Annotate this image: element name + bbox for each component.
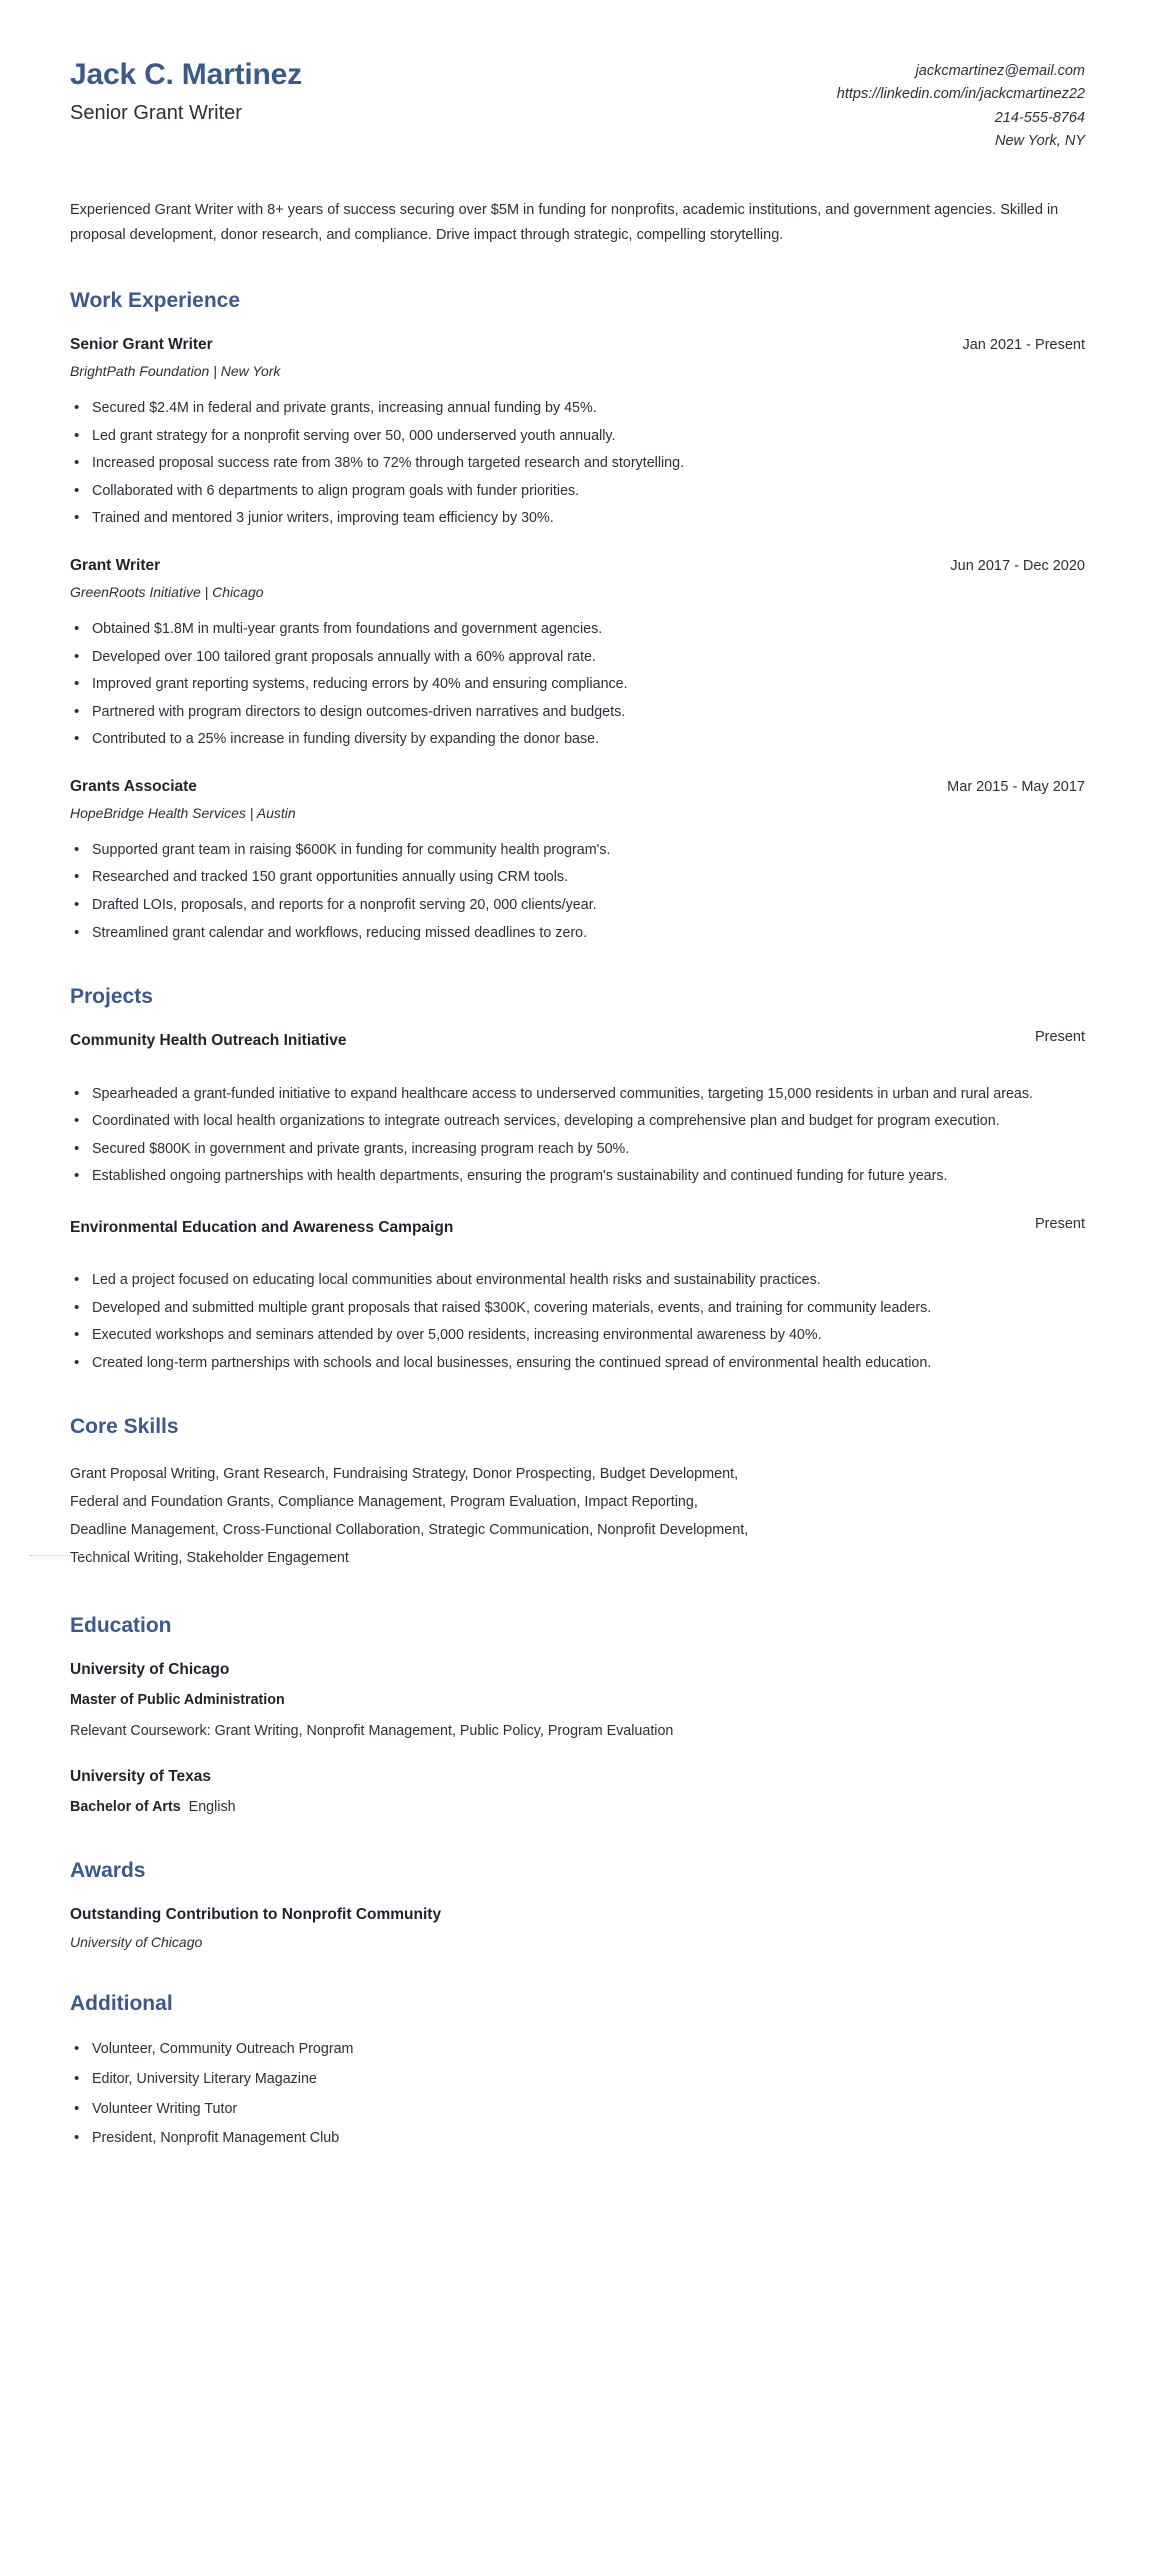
list-item: • Led grant strategy for a nonprofit serving over 50, 000 underserved youth annually. bbox=[70, 425, 1085, 448]
experience-date: Jun 2017 - Dec 2020 bbox=[950, 557, 1085, 574]
list-item: • Volunteer, Community Outreach Program bbox=[70, 2038, 1085, 2061]
list-item: • Improved grant reporting systems, reducing errors by 40% and ensuring compliance. bbox=[70, 673, 1085, 696]
education-entry bbox=[70, 1660, 1085, 1741]
experience-entry-header bbox=[70, 777, 1085, 797]
award-organization: University of Chicago bbox=[70, 1934, 203, 1951]
project-entry-header bbox=[70, 1215, 1085, 1238]
list-item: • Drafted LOIs, proposals, and reports for a nonprofit serving 20, 000 clients/year. bbox=[70, 894, 1085, 917]
experience-date: Mar 2015 - May 2017 bbox=[947, 778, 1085, 795]
education-field: English bbox=[188, 1799, 236, 1816]
education-degree-line bbox=[70, 1798, 1085, 1817]
list-item: • Volunteer Writing Tutor bbox=[70, 2098, 1085, 2121]
list-item: • Contributed to a 25% increase in funding diversity by expanding the donor base. bbox=[70, 728, 1085, 751]
list-item: • Supported grant team in raising $600K in funding for community health program's. bbox=[70, 839, 1085, 862]
list-item: • Partnered with program directors to design outcomes-driven narratives and budgets. bbox=[70, 701, 1085, 724]
experience-entry bbox=[70, 556, 1085, 751]
award-entry bbox=[70, 1905, 1085, 1951]
list-item: • Coordinated with local health organizations to integrate outreach services, developing a comprehensive plan and budget for program execution. bbox=[70, 1110, 1085, 1133]
list-item: • Developed over 100 tailored grant proposals annually with a 60% approval rate. bbox=[70, 646, 1085, 669]
list-item: • Established ongoing partnerships with health departments, ensuring the program's sustainability and continued funding for future years. bbox=[70, 1165, 1085, 1188]
candidate-job-title: Senior Grant Writer bbox=[70, 101, 242, 124]
project-entry bbox=[70, 1215, 1085, 1374]
education-entry bbox=[70, 1767, 1085, 1817]
resume-header bbox=[70, 44, 1085, 154]
section-title-awards: Awards bbox=[70, 1858, 146, 1882]
experience-date: Jan 2021 - Present bbox=[962, 337, 1085, 353]
project-name: Environmental Education and Awareness Campaign bbox=[70, 1218, 454, 1236]
list-item: • Obtained $1.8M in multi-year grants from foundations and government agencies. bbox=[70, 618, 1085, 641]
section-work-experience bbox=[70, 288, 1085, 944]
section-education bbox=[70, 1613, 1085, 1818]
education-degree-line bbox=[70, 1691, 1085, 1710]
experience-role: Grant Writer bbox=[70, 556, 161, 574]
contact-block bbox=[837, 56, 1085, 154]
core-skills-line: Technical Writing, Stakeholder Engagement bbox=[70, 1549, 349, 1566]
candidate-name: Jack C. Martinez bbox=[70, 58, 302, 91]
experience-entry-header bbox=[70, 335, 1085, 355]
list-item: • Collaborated with 6 departments to align program goals with funder priorities. bbox=[70, 480, 1085, 503]
section-awards bbox=[70, 1858, 1085, 1952]
professional-summary: Experienced Grant Writer with 8+ years of success securing over $5M in funding for nonprofits, academic institutions, and government agencies. Skilled in proposal development, donor research, and compliance. Drive impact through strategic, compelling storytelling. bbox=[70, 201, 1059, 243]
project-entry bbox=[70, 1031, 1085, 1187]
experience-organization: HopeBridge Health Services | Austin bbox=[70, 804, 296, 821]
list-item: • Secured $2.4M in federal and private grants, increasing annual funding by 45%. bbox=[70, 397, 1085, 420]
project-entry-header bbox=[70, 1031, 1085, 1051]
core-skills-line: Federal and Foundation Grants, Compliance Management, Program Evaluation, Impact Reporting, bbox=[70, 1494, 698, 1511]
section-title-core-skills: Core Skills bbox=[70, 1415, 179, 1439]
education-coursework: Relevant Coursework: Grant Writing, Nonprofit Management, Public Policy, Program Evaluation bbox=[70, 1723, 674, 1740]
additional-list bbox=[70, 2038, 1085, 2149]
list-item: • Developed and submitted multiple grant proposals that raised $300K, covering materials, events, and training for community leaders. bbox=[70, 1297, 1085, 1320]
list-item: • Spearheaded a grant-funded initiative to expand healthcare access to underserved communities, targeting 15,000 residents in urban and rural areas. bbox=[70, 1083, 1085, 1106]
contact-linkedin[interactable]: https://linkedin.com/in/jackcmartinez22 bbox=[836, 86, 1085, 103]
project-bullet-list bbox=[70, 1269, 1085, 1374]
project-date: Present bbox=[1035, 1029, 1085, 1046]
section-core-skills bbox=[70, 1414, 1085, 1572]
core-skills-line: Grant Proposal Writing, Grant Research, Fundraising Strategy, Donor Prospecting, Budget Development, bbox=[70, 1466, 739, 1483]
education-school: University of Chicago bbox=[70, 1660, 230, 1678]
section-title-work-experience: Work Experience bbox=[70, 288, 241, 312]
section-title-additional: Additional bbox=[70, 1992, 173, 2016]
section-additional bbox=[70, 1991, 1085, 2150]
experience-entry bbox=[70, 777, 1085, 944]
list-item: • Created long-term partnerships with schools and local businesses, ensuring the continued spread of environmental health education. bbox=[70, 1352, 1085, 1375]
list-item: • President, Nonprofit Management Club bbox=[70, 2127, 1085, 2150]
list-item: • Increased proposal success rate from 38% to 72% through targeted research and storytelling. bbox=[70, 452, 1085, 475]
experience-organization: GreenRoots Initiative | Chicago bbox=[70, 584, 264, 601]
experience-role: Senior Grant Writer bbox=[70, 336, 213, 353]
list-item: • Executed workshops and seminars attended by over 5,000 residents, increasing environmental awareness by 40%. bbox=[70, 1324, 1085, 1347]
experience-bullet-list bbox=[70, 618, 1085, 751]
list-item: • Streamlined grant calendar and workflows, reducing missed deadlines to zero. bbox=[70, 922, 1085, 945]
experience-bullet-list bbox=[70, 839, 1085, 944]
experience-bullet-list bbox=[70, 397, 1085, 530]
award-title: Outstanding Contribution to Nonprofit Community bbox=[70, 1905, 442, 1923]
list-item: • Editor, University Literary Magazine bbox=[70, 2068, 1085, 2091]
experience-organization: BrightPath Foundation | New York bbox=[70, 363, 281, 380]
experience-entry-header bbox=[70, 556, 1085, 576]
project-name: Community Health Outreach Initiative bbox=[70, 1032, 347, 1050]
experience-entry bbox=[70, 335, 1085, 530]
education-school: University of Texas bbox=[70, 1768, 211, 1786]
contact-location: New York, NY bbox=[995, 133, 1085, 150]
list-item: • Secured $800K in government and private grants, increasing program reach by 50%. bbox=[70, 1138, 1085, 1161]
core-skills-line: Deadline Management, Cross-Functional Collaboration, Strategic Communication, Nonprofit Development, bbox=[70, 1522, 749, 1539]
contact-phone[interactable]: 214-555-8764 bbox=[994, 109, 1085, 126]
project-bullet-list bbox=[70, 1083, 1085, 1188]
education-degree: Bachelor of Arts bbox=[70, 1799, 181, 1816]
identity-block bbox=[70, 56, 302, 125]
core-skills-list bbox=[70, 1461, 1080, 1572]
page-break-indicator bbox=[30, 1555, 112, 1556]
list-item: • Led a project focused on educating local communities about environmental health risks and sustainability practices. bbox=[70, 1269, 1085, 1292]
project-date: Present bbox=[1035, 1215, 1085, 1232]
section-projects bbox=[70, 984, 1085, 1374]
list-item: • Trained and mentored 3 junior writers, improving team efficiency by 30%. bbox=[70, 507, 1085, 530]
contact-email[interactable]: jackcmartinez@email.com bbox=[915, 63, 1085, 79]
section-title-projects: Projects bbox=[70, 985, 153, 1009]
section-title-education: Education bbox=[70, 1613, 172, 1637]
education-degree: Master of Public Administration bbox=[70, 1691, 285, 1708]
experience-role: Grants Associate bbox=[70, 777, 197, 795]
list-item: • Researched and tracked 150 grant opportunities annually using CRM tools. bbox=[70, 866, 1085, 889]
